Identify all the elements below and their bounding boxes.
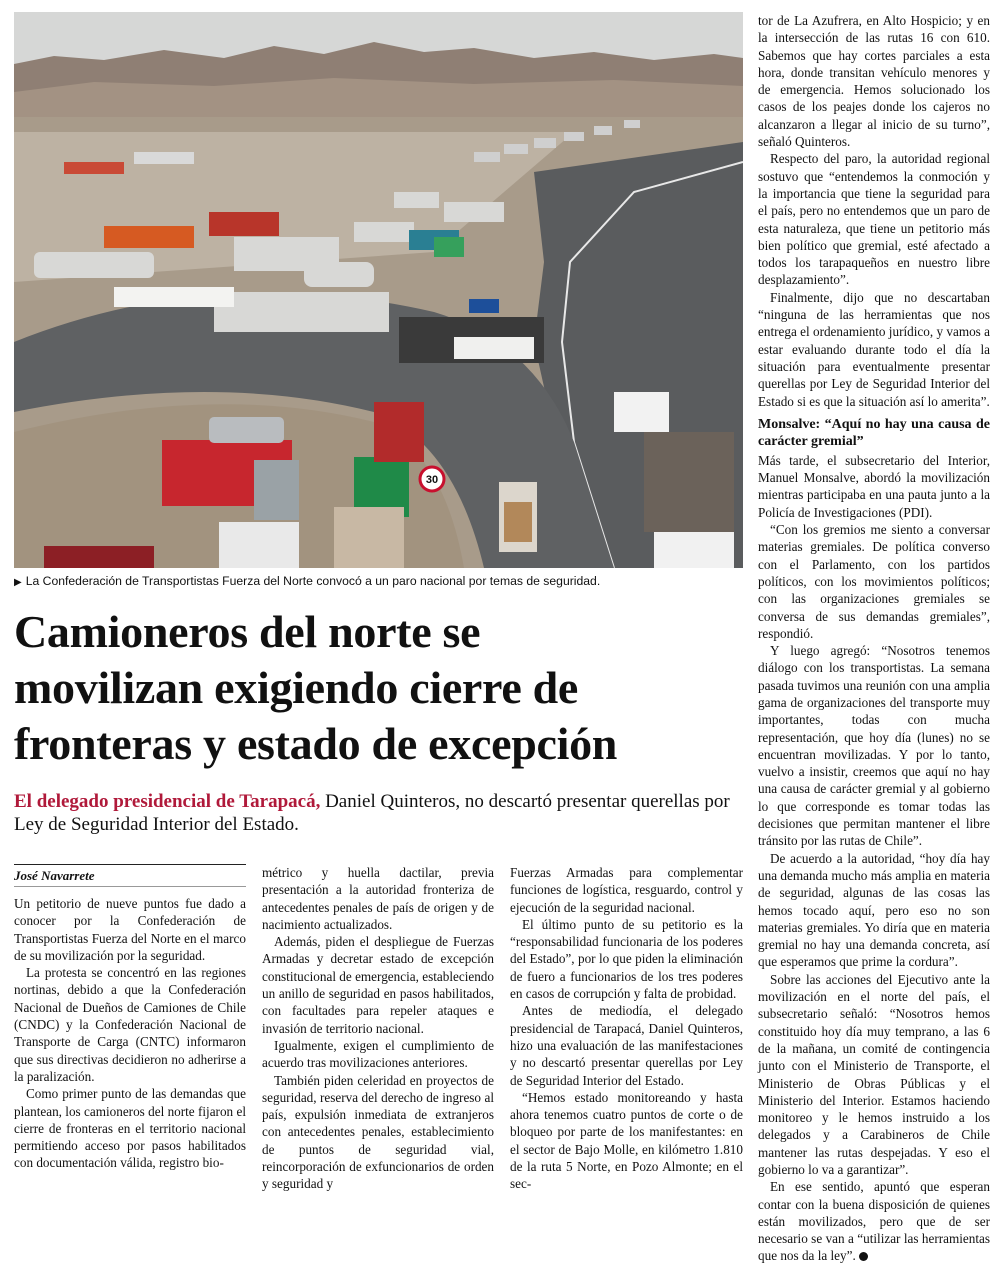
paragraph: La protesta se concentró en las regiones nortinas, debido a que la Confederación Nacional de Dueños de Camiones de Chile (CNDC) y la Confederación Nacional de Transporte de Carga (CNTC) informaron que sus directivas decidieron no adherirse a la paralización. bbox=[14, 965, 246, 1084]
photo-caption: ▶ La Confederación de Transportistas Fuerza del Norte convocó a un paro nacional por temas de seguridad. bbox=[14, 574, 601, 588]
headline-line: fronteras y estado de excepción bbox=[14, 718, 618, 769]
paragraph: Fuerzas Armadas para complementar funciones de logística, resguardo, control y ejecución de la seguridad nacional. bbox=[510, 865, 743, 915]
end-mark-icon bbox=[859, 1252, 868, 1261]
article-column-3 bbox=[510, 864, 743, 1193]
paragraph: Finalmente, dijo que no descartaban “ninguna de las herramientas que nos entrega el ordenamiento jurídico, y vamos a estar evaluando durante todo el día la situación para eventualmente presentar querellas por Ley de Seguridad Interior del Estado si es que la situación así lo amerita”. bbox=[758, 289, 990, 409]
svg-text:30: 30 bbox=[425, 474, 439, 486]
paragraph: “Con los gremios me siento a conversar materias gremiales. De política converso con el Parlamento, con los partidos políticos, con los movimientos políticos; con las organizaciones gremiales se conversa de sus demandas gremiales”, respondió. bbox=[758, 522, 990, 641]
deck-text: Daniel Quinteros, no descartó presentar querellas por Ley de Seguridad Interior del Estado. bbox=[14, 791, 730, 835]
trucks-blockade-illustration bbox=[14, 12, 743, 568]
paragraph: Como primer punto de las demandas que plantean, los camioneros del norte fijaron el cierre de fronteras en el territorio nacional permitiendo acceso por pasos habilitados con documentación válida, registro bio- bbox=[14, 1086, 246, 1171]
paragraph: “Hemos estado monitoreando y hasta ahora tenemos cuatro puntos de corte o de bloqueo por parte de los manifestantes: en el sector de Bajo Molle, en kilómetro 1.810 de la ruta 5 Norte, en Pozo Almonte; en el sec- bbox=[510, 1089, 743, 1192]
paragraph: Antes de mediodía, el delegado presidencial de Tarapacá, Daniel Quinteros, hizo una evaluación de las manifestaciones y no descartó presentar querellas por Ley de Seguridad Interior del Estado. bbox=[510, 1003, 743, 1088]
article-column-1 bbox=[14, 864, 246, 1172]
paragraph: Igualmente, exigen el cumplimiento de acuerdo tras movilizaciones anteriores. bbox=[262, 1037, 494, 1071]
news-photo bbox=[14, 12, 743, 568]
byline: José Navarrete bbox=[14, 864, 246, 887]
paragraph: En ese sentido, apuntó que esperan contar con la buena disposición de quienes están movilizados, pero que de ser necesario se van a “utilizar las herramientas que nos da la ley”. bbox=[758, 1179, 990, 1264]
paragraph: Y luego agregó: “Nosotros tenemos diálogo con los transportistas. La semana pasada tuvimos una reunión con una amplia gama de organizaciones del transporte muy importantes, todas con mucha representación, que hoy día (lunes) no se encuentran movilizadas. Y por lo tanto, vuelvo a insistir, creemos que aquí no hay una causa de carácter gremial y al gobierno lo que corresponde es tomar todas las decisiones que permitan mantener el libre tránsito por las rutas de Chile”. bbox=[758, 643, 990, 849]
article-column-4 bbox=[758, 12, 990, 1265]
paragraph: Más tarde, el subsecretario del Interior, Manuel Monsalve, abordó la movilización mientras participaba en una pauta junto a la Policía de Investigaciones (PDI). bbox=[758, 452, 990, 520]
paragraph: De acuerdo a la autoridad, “hoy día hay una demanda mucho más amplia en materia de seguridad, algunas de las cosas las hemos tocado aquí, pero eso no son materias gremiales. Yo diría que en materia gremial no hay una demanda concreta, así que esperamos que prime la cordura”. bbox=[758, 850, 990, 970]
deck bbox=[14, 790, 744, 836]
paragraph: Un petitorio de nueve puntos fue dado a conocer por la Confederación de Transportistas Fuerza del Norte en el marco de su movilización por la seguridad. bbox=[14, 896, 246, 963]
article-column-2 bbox=[262, 864, 494, 1193]
paragraph: El último punto de su petitorio es la “responsabilidad funcionaria de los poderes del Estado”, por lo que piden la eliminación de fuero a funcionarios de los tres poderes en casos de corrupción y falta de probidad. bbox=[510, 916, 743, 1002]
paragraph: También piden celeridad en proyectos de seguridad, reserva del derecho de ingreso al país, expulsión inmediata de extranjeros con antecedentes penales, establecimiento de puntos de seguridad vial, reincorporación de exfuncionarios de orden y seguridad y bbox=[262, 1072, 494, 1192]
paragraph: métrico y huella dactilar, previa presentación a la autoridad fronteriza de antecedentes penales de país de origen y de nacimiento actualizados. bbox=[262, 865, 494, 932]
paragraph: Además, piden el despliegue de Fuerzas Armadas y decretar estado de excepción constitucional de emergencia, estableciendo un anillo de seguridad en pasos habilitados, con facultades para repeler ataques e invasión de territorio nacional. bbox=[262, 934, 494, 1036]
subhead: Monsalve: “Aquí no hay una causa de carácter gremial” bbox=[758, 416, 990, 449]
paragraph: Respecto del paro, la autoridad regional sostuvo que “entendemos la conmoción y la importancia que tiene la seguridad para el país, pero no entendemos que un paro de esta naturaleza, que tiene un petitorio más bien político que gremial, esté afectado a todos los tarapaqueños en nuestro libre desplazamiento”. bbox=[758, 151, 990, 288]
headline-line: Camioneros del norte se bbox=[14, 606, 481, 657]
caption-arrow-icon: ▶ bbox=[14, 577, 22, 588]
deck-lead: El delegado presidencial de Tarapacá, bbox=[14, 791, 321, 812]
paragraph: tor de La Azufrera, en Alto Hospicio; y en la intersección de las rutas 16 con 610. Sabemos que hay cortes parciales a esta hora, donde transitan vehículo menores y de emergencia. Hemos solucionado los casos de los peajes donde los cajeros no alcanzaron a llegar al inicio de su turno”, señaló Quinteros. bbox=[758, 13, 990, 150]
headline bbox=[14, 604, 744, 772]
paragraph: Sobre las acciones del Ejecutivo ante la movilización en el norte del país, el subsecretario señaló: “Nosotros hemos constituido hoy día muy temprano, a las 6 de la mañana, un comité de contingencia junto con el Ministerio de Transporte, el Ministerio de Obras Públicas y el Ministerio del Interior. Estamos haciendo monitoreo y le hemos instruido a los delegados y a Carabineros de Chile mantener las rutas despejadas. Y eso el gobierno lo va a garantizar”. bbox=[758, 971, 990, 1177]
headline-line: movilizan exigiendo cierre de bbox=[14, 662, 579, 713]
